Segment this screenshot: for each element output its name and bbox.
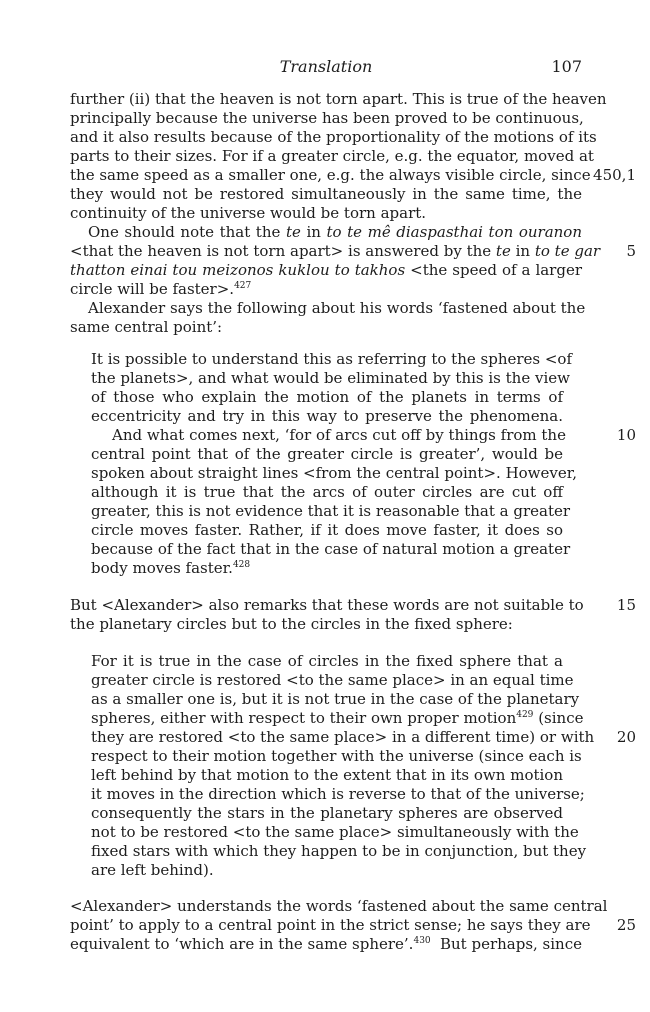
text-line: same central point’: bbox=[70, 318, 223, 336]
quote-line: are left behind). bbox=[91, 861, 214, 879]
quote-line: central point that of the greater circle is greater’, would be bbox=[91, 445, 563, 463]
greek-term: te bbox=[495, 242, 511, 260]
text-line-mixed bbox=[70, 223, 582, 241]
text-line bbox=[70, 935, 582, 953]
text-fragment bbox=[70, 935, 431, 953]
quote-line: as a smaller one is, but it is not true in the case of the planetary bbox=[91, 690, 580, 708]
greek-term: te bbox=[285, 223, 301, 241]
text-line: <Alexander> understands the words ‘fastened about the same central bbox=[70, 897, 608, 915]
margin-line-number: 5 bbox=[626, 242, 636, 260]
footnote-ref: 427 bbox=[234, 281, 252, 291]
margin-line-number: 20 bbox=[616, 728, 636, 746]
text-line: the planetary circles but to the circles in the fixed sphere: bbox=[70, 615, 513, 633]
quote-line: left behind by that motion to the extent that in its own motion bbox=[91, 766, 563, 784]
margin-line-number: 15 bbox=[616, 596, 636, 614]
text-line-mixed bbox=[70, 261, 582, 279]
text-fragment: (since bbox=[538, 709, 584, 727]
running-header-title: Translation bbox=[279, 57, 373, 76]
text-fragment: spheres, either with respect to their own proper motion bbox=[91, 709, 517, 727]
quote-line: consequently the stars in the planetary spheres are observed bbox=[91, 804, 563, 822]
text-line: Alexander says the following about his words ‘fastened about the bbox=[88, 299, 586, 317]
quote-line: although it is true that the arcs of outer circles are cut off bbox=[91, 483, 563, 501]
margin-line-number: 25 bbox=[616, 916, 636, 934]
quote-line: fixed stars with which they happen to be in conjunction, but they bbox=[91, 842, 587, 860]
margin-line-number: 450,1 bbox=[593, 166, 636, 184]
greek-phrase: to te gar bbox=[534, 242, 601, 260]
text-line: principally because the universe has been proved to be continuous, bbox=[70, 109, 584, 127]
margin-line-number: 10 bbox=[616, 426, 636, 444]
text-line: further (ii) that the heaven is not torn apart. This is true of the heaven bbox=[70, 90, 607, 108]
quote-line: they are restored <to the same place> in a different time) or with bbox=[91, 728, 595, 746]
text-fragment: circle will be faster>. bbox=[70, 280, 235, 298]
text-fragment: in bbox=[515, 242, 531, 260]
text-fragment: One should note that the bbox=[88, 223, 281, 241]
text-line: point’ to apply to a central point in the strict sense; he says they are bbox=[70, 916, 591, 934]
footnote-ref: 430 bbox=[413, 936, 431, 946]
text-line: the same speed as a smaller one, e.g. the always visible circle, since bbox=[70, 166, 591, 184]
text-line: they would not be restored simultaneously in the same time, the bbox=[70, 185, 582, 203]
quote-line: greater, this is not evidence that it is reasonable that a greater bbox=[91, 502, 571, 520]
quote-line: eccentricity and try in this way to preserve the phenomena. bbox=[91, 407, 563, 425]
quote-line: respect to their motion together with the universe (since each is bbox=[91, 747, 582, 765]
text-fragment: body moves faster. bbox=[91, 559, 233, 577]
text-line: But <Alexander> also remarks that these words are not suitable to bbox=[70, 596, 584, 614]
quote-line bbox=[91, 709, 584, 727]
quote-line: spoken about straight lines <from the central point>. However, bbox=[91, 464, 578, 482]
text-fragment: But perhaps, since bbox=[439, 935, 582, 953]
quote-line: For it is true in the case of circles in the fixed sphere that a bbox=[91, 652, 563, 670]
text-fragment: equivalent to ‘which are in the same sphere’. bbox=[70, 935, 414, 953]
greek-phrase: to te mê diaspasthai ton ouranon bbox=[326, 223, 582, 241]
quote-line bbox=[91, 559, 563, 577]
text-fragment: <the speed of a larger bbox=[410, 261, 582, 279]
quote-line: of those who explain the motion of the planets in terms of bbox=[91, 388, 563, 406]
text-fragment: in bbox=[306, 223, 321, 241]
text-line bbox=[70, 280, 582, 298]
footnote-ref: 428 bbox=[232, 560, 251, 570]
quote-line: greater circle is restored <to the same place> in an equal time bbox=[91, 671, 574, 689]
text-line: parts to their sizes. For if a greater circle, e.g. the equator, moved at bbox=[70, 147, 594, 165]
text-line-mixed bbox=[70, 242, 601, 260]
greek-phrase: thatton einai tou meizonos kuklou to takhos bbox=[70, 261, 406, 279]
quote-line: because of the fact that in the case of natural motion a greater bbox=[91, 540, 571, 558]
quote-line: It is possible to understand this as referring to the spheres <of bbox=[91, 350, 573, 368]
quote-line: circle moves faster. Rather, if it does move faster, it does so bbox=[91, 521, 563, 539]
text-line: and it also results because of the proportionality of the motions of its bbox=[70, 128, 597, 146]
page-number: 107 bbox=[551, 57, 582, 76]
footnote-ref: 429 bbox=[516, 710, 534, 720]
quote-line: And what comes next, ‘for of arcs cut off by things from the bbox=[112, 426, 566, 444]
quote-line: not to be restored <to the same place> simultaneously with the bbox=[91, 823, 579, 841]
quote-line: the planets>, and what would be eliminated by this is the view bbox=[91, 369, 570, 387]
text-line: continuity of the universe would be torn apart. bbox=[70, 204, 427, 222]
quote-line: it moves in the direction which is reverse to that of the universe; bbox=[91, 785, 585, 803]
text-fragment: <that the heaven is not torn apart> is answered by the bbox=[70, 242, 492, 260]
